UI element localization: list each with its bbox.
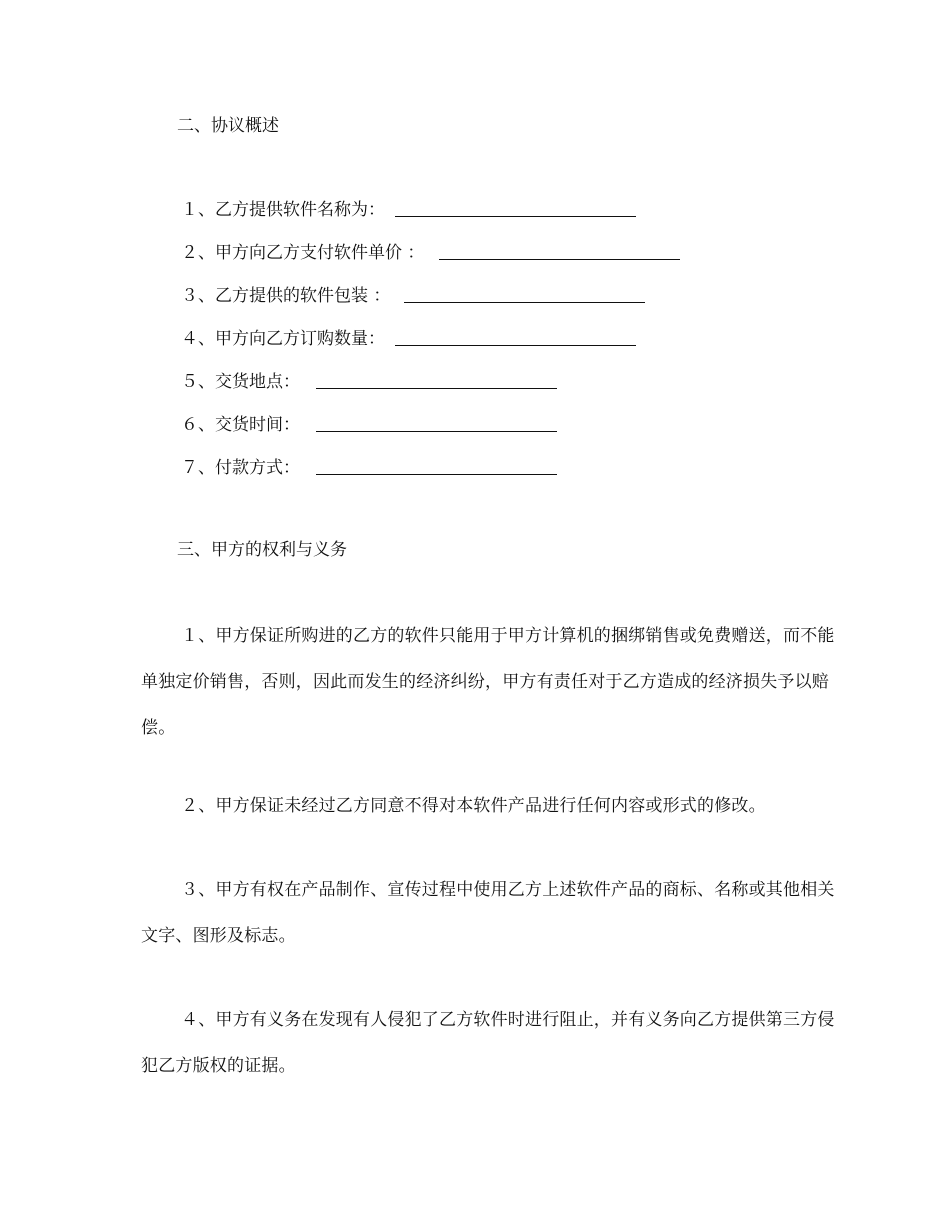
fill-in-blank[interactable]	[316, 454, 557, 475]
clause-paragraph-3: ３、甲方有权在产品制作、宣传过程中使用乙方上述软件产品的商标、名称或其他相关文字、图形及标志。	[141, 880, 835, 946]
field-unit-price	[181, 238, 680, 264]
fill-in-blank[interactable]	[395, 325, 636, 346]
clause-paragraph-2: ２、甲方保证未经过乙方同意不得对本软件产品进行任何内容或形式的修改。	[181, 796, 766, 816]
fill-in-blank[interactable]	[395, 196, 636, 217]
field-delivery-time	[181, 410, 557, 436]
field-payment-method	[181, 453, 557, 479]
fill-in-blank[interactable]	[316, 368, 557, 389]
field-delivery-location	[181, 367, 557, 393]
field-label: ２、甲方向乙方支付软件单价 ：	[181, 243, 425, 263]
field-order-quantity	[181, 324, 636, 350]
field-label: ３、乙方提供的软件包装 ：	[181, 286, 391, 306]
field-label: ５、交货地点：	[181, 372, 300, 392]
field-label: １、乙方提供软件名称为：	[181, 200, 385, 220]
clause-paragraph-4: ４、甲方有义务在发现有人侵犯了乙方软件时进行阻止，并有义务向乙方提供第三方侵犯乙方版权的证据。	[141, 1010, 835, 1076]
field-label: ６、交货时间：	[181, 415, 300, 435]
fill-in-blank[interactable]	[316, 411, 557, 432]
field-software-name	[181, 195, 636, 221]
field-label: ４、甲方向乙方订购数量：	[181, 329, 385, 349]
field-software-packaging	[181, 281, 645, 307]
section-heading-agreement-overview: 二、协议概述	[177, 116, 279, 136]
section-heading-party-a-rights: 三、甲方的权利与义务	[177, 540, 347, 560]
fill-in-blank[interactable]	[439, 239, 680, 260]
fill-in-blank[interactable]	[404, 282, 645, 303]
field-label: ７、付款方式：	[181, 458, 300, 478]
clause-paragraph-1: １、甲方保证所购进的乙方的软件只能用于甲方计算机的捆绑销售或免费赠送，而不能单独定价销售，否则，因此而发生的经济纠纷，甲方有责任对于乙方造成的经济损失予以赔偿。	[141, 626, 835, 738]
